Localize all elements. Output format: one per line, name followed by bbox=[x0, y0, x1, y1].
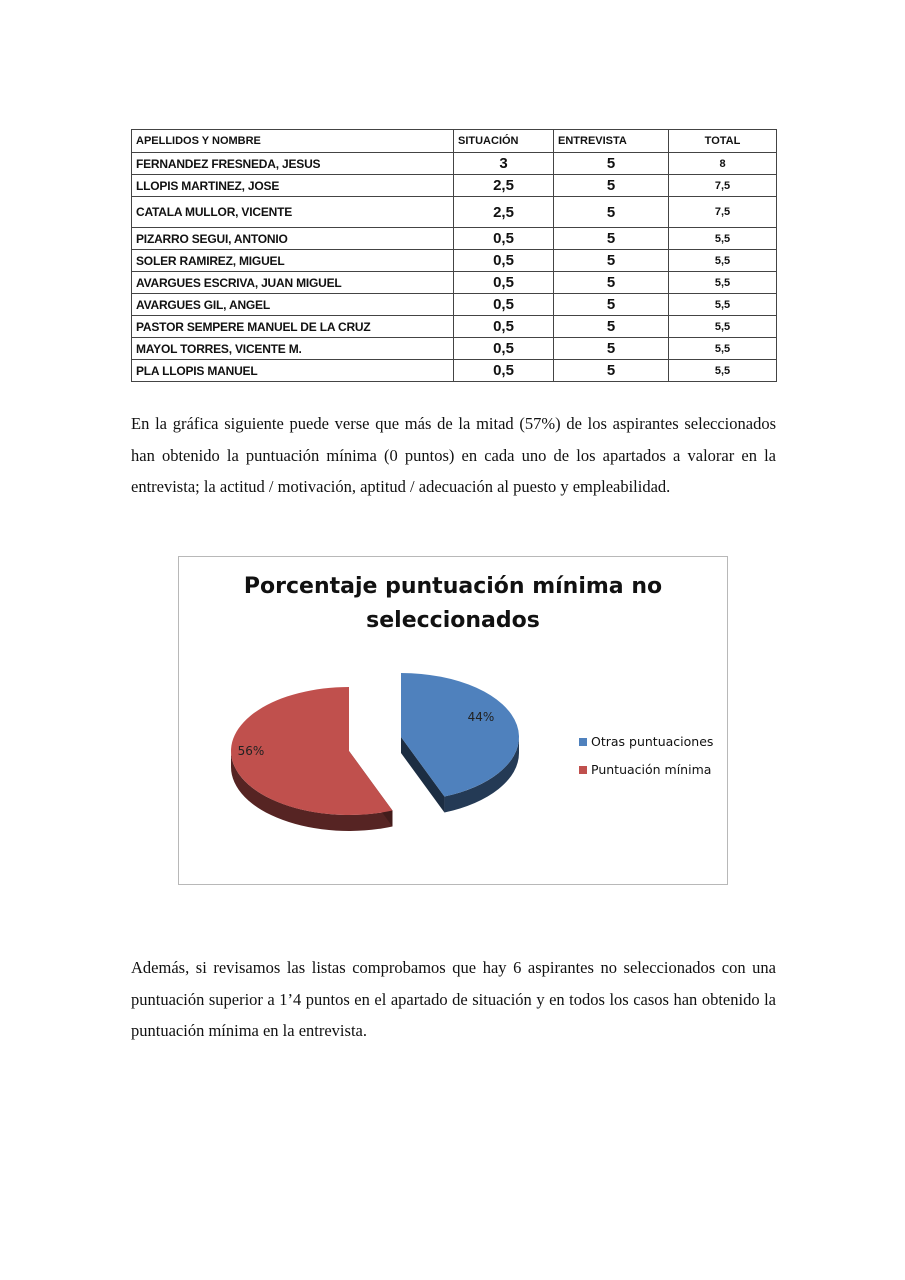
cell-total: 5,5 bbox=[669, 360, 777, 382]
table-row bbox=[132, 228, 777, 250]
cell-situacion: 0,5 bbox=[454, 272, 554, 294]
cell-entrevista: 5 bbox=[554, 197, 669, 228]
cell-situacion: 3 bbox=[454, 153, 554, 175]
header-entrevista: ENTREVISTA bbox=[554, 130, 669, 153]
cell-entrevista: 5 bbox=[554, 228, 669, 250]
cell-nombre: AVARGUES ESCRIVA, JUAN MIGUEL bbox=[132, 272, 454, 294]
cell-total: 5,5 bbox=[669, 316, 777, 338]
paragraph-intro: En la gráfica siguiente puede verse que más de la mitad (57%) de los aspirantes seleccionados han obtenido la puntuación mínima (0 puntos) en cada uno de los apartados a valorar en la entrevista; la actitud / motivación, aptitud / adecuación al puesto y empleabilidad. bbox=[131, 414, 776, 496]
cell-entrevista: 5 bbox=[554, 316, 669, 338]
legend-swatch-0 bbox=[579, 738, 587, 746]
cell-entrevista: 5 bbox=[554, 175, 669, 197]
cell-nombre: MAYOL TORRES, VICENTE M. bbox=[132, 338, 454, 360]
cell-entrevista: 5 bbox=[554, 250, 669, 272]
cell-situacion: 0,5 bbox=[454, 228, 554, 250]
cell-situacion: 0,5 bbox=[454, 338, 554, 360]
table-row bbox=[132, 197, 777, 228]
header-total: TOTAL bbox=[669, 130, 777, 153]
cell-situacion: 2,5 bbox=[454, 175, 554, 197]
pie-chart-svg bbox=[179, 557, 727, 884]
cell-total: 7,5 bbox=[669, 175, 777, 197]
data-label-1: 56% bbox=[237, 744, 265, 758]
cell-situacion: 2,5 bbox=[454, 197, 554, 228]
cell-nombre: PIZARRO SEGUI, ANTONIO bbox=[132, 228, 454, 250]
header-situacion: SITUACIÓN bbox=[454, 130, 554, 153]
cell-nombre: FERNANDEZ FRESNEDA, JESUS bbox=[132, 153, 454, 175]
cell-nombre: CATALA MULLOR, VICENTE bbox=[132, 197, 454, 228]
chart-title-line-1: Porcentaje puntuación mínima no bbox=[243, 574, 663, 599]
table-row bbox=[132, 316, 777, 338]
cell-entrevista: 5 bbox=[554, 153, 669, 175]
cell-situacion: 0,5 bbox=[454, 250, 554, 272]
paragraph-conclusion: Además, si revisamos las listas comprobamos que hay 6 aspirantes no seleccionados con una puntuación superior a 1’4 puntos en el apartado de situación y en todos los casos han obtenido la puntuación mínima en la entrevista. bbox=[131, 958, 776, 1040]
pie-chart bbox=[178, 556, 728, 885]
cell-nombre: SOLER RAMIREZ, MIGUEL bbox=[132, 250, 454, 272]
legend-swatch-1 bbox=[579, 766, 587, 774]
cell-nombre: LLOPIS MARTINEZ, JOSE bbox=[132, 175, 454, 197]
legend-label-1: Puntuación mínima bbox=[591, 762, 712, 777]
cell-total: 5,5 bbox=[669, 294, 777, 316]
table-row bbox=[132, 175, 777, 197]
cell-situacion: 0,5 bbox=[454, 294, 554, 316]
cell-entrevista: 5 bbox=[554, 294, 669, 316]
table-row bbox=[132, 294, 777, 316]
data-label-0: 44% bbox=[467, 710, 495, 724]
cell-nombre: PLA LLOPIS MANUEL bbox=[132, 360, 454, 382]
cell-nombre: AVARGUES GIL, ANGEL bbox=[132, 294, 454, 316]
table-row bbox=[132, 272, 777, 294]
cell-situacion: 0,5 bbox=[454, 360, 554, 382]
chart-title-line-2: seleccionados bbox=[366, 608, 540, 633]
table-header-row bbox=[132, 130, 777, 153]
scores-table bbox=[131, 129, 777, 382]
cell-total: 5,5 bbox=[669, 338, 777, 360]
cell-total: 5,5 bbox=[669, 272, 777, 294]
table-row bbox=[132, 338, 777, 360]
table-row bbox=[132, 250, 777, 272]
cell-nombre: PASTOR SEMPERE MANUEL DE LA CRUZ bbox=[132, 316, 454, 338]
header-nombre: APELLIDOS Y NOMBRE bbox=[132, 130, 454, 153]
table-row bbox=[132, 153, 777, 175]
cell-entrevista: 5 bbox=[554, 272, 669, 294]
cell-entrevista: 5 bbox=[554, 338, 669, 360]
cell-entrevista: 5 bbox=[554, 360, 669, 382]
cell-total: 7,5 bbox=[669, 197, 777, 228]
cell-total: 5,5 bbox=[669, 250, 777, 272]
cell-situacion: 0,5 bbox=[454, 316, 554, 338]
cell-total: 5,5 bbox=[669, 228, 777, 250]
legend-label-0: Otras puntuaciones bbox=[591, 734, 714, 749]
table-row bbox=[132, 360, 777, 382]
cell-total: 8 bbox=[669, 153, 777, 175]
